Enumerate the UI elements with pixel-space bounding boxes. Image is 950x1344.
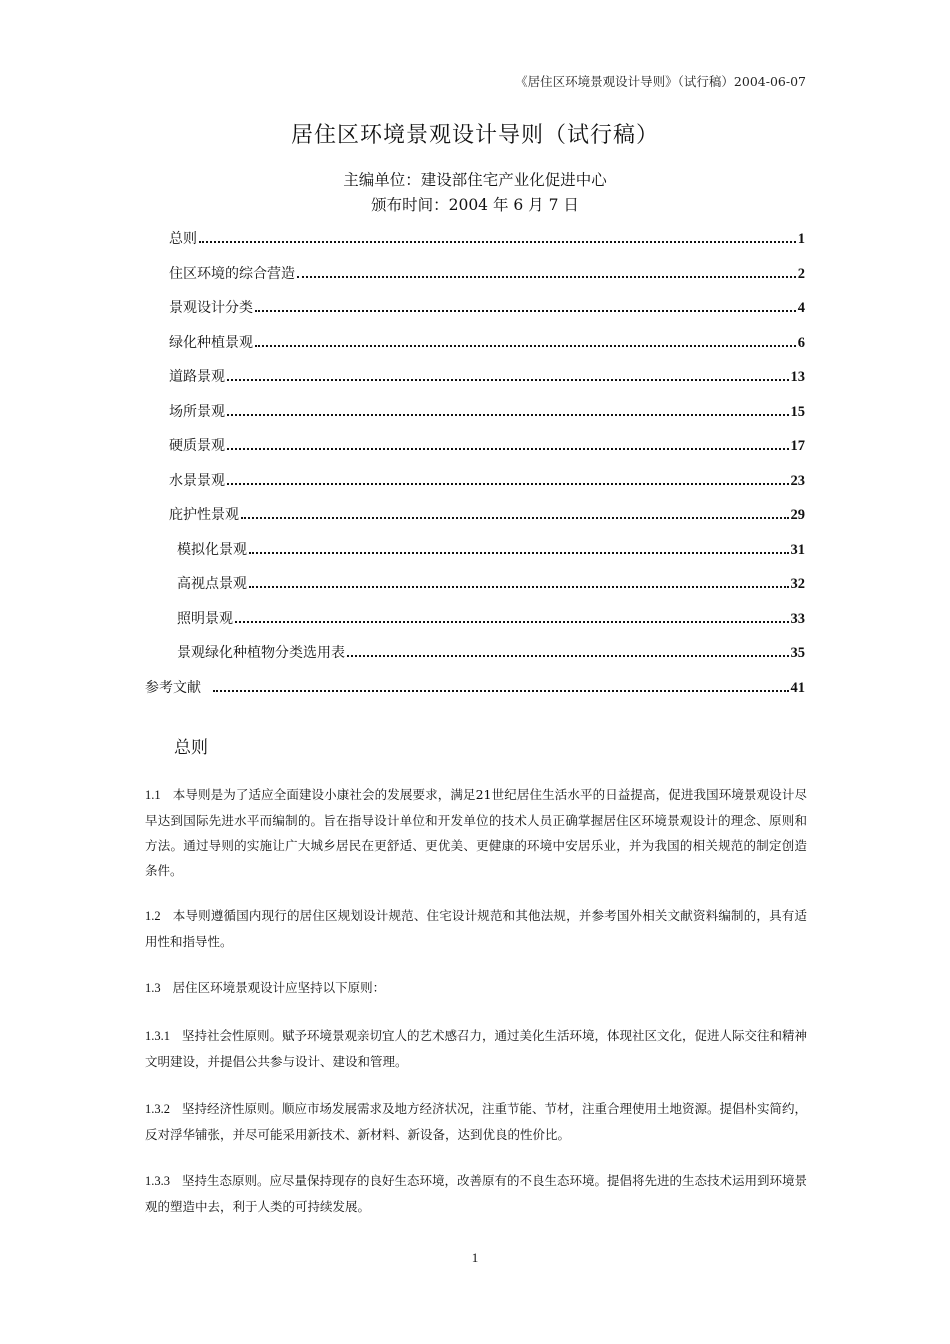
paragraph-text: 坚持生态原则。应尽量保持现存的良好生态环境，改善原有的不良生态环境。提倡将先进的生态技术运用到环境景观的塑造中去，利于人类的可持续发展。	[145, 1173, 808, 1214]
toc-leader	[227, 448, 789, 450]
editor-line: 主编单位：建设部住宅产业化促进中心	[343, 171, 607, 189]
paragraph	[145, 782, 807, 883]
toc-leader	[235, 621, 789, 623]
toc-page: 6	[797, 335, 805, 351]
toc-leader	[241, 517, 789, 519]
toc-page: 29	[790, 507, 805, 523]
paragraph-text: 坚持社会性原则。赋予环境景观亲切宜人的艺术感召力，通过美化生活环境，体现社区文化，促进人际交往和精神文明建设，并提倡公共参与设计、建设和管理。	[145, 1028, 808, 1069]
paragraph-number: 1.3.2	[145, 1102, 170, 1116]
publication-date: 颁布时间：2004 年 6 月 7 日	[371, 196, 579, 214]
toc-label: 硬质景观	[169, 438, 225, 454]
paragraph-text: 坚持经济性原则。顺应市场发展需求及地方经济状况，注重节能、节材，注重合理使用土地资源。提倡朴实简约，反对浮华铺张，并尽可能采用新技术、新材料、新设备，达到优良的性价比。	[145, 1101, 808, 1142]
paragraph	[145, 903, 807, 954]
document-title: 居住区环境景观设计导则（试行稿）	[290, 123, 659, 148]
toc-leader	[227, 483, 789, 485]
toc-label: 参考文献	[145, 680, 201, 696]
toc-label: 住区环境的综合营造	[169, 266, 295, 282]
toc-entry[interactable]	[169, 226, 805, 248]
page-number: 1	[471, 1250, 479, 1265]
toc-entry[interactable]	[177, 537, 805, 559]
paragraph-number: 1.3.3	[145, 1174, 170, 1188]
paragraph	[145, 1023, 807, 1074]
toc-page: 15	[790, 404, 805, 420]
toc-label: 照明景观	[177, 611, 233, 627]
toc-page: 1	[797, 231, 805, 247]
paragraph-number: 1.3	[145, 981, 161, 995]
toc-entry[interactable]	[169, 433, 805, 455]
toc-entry[interactable]	[169, 261, 805, 283]
toc-page: 13	[790, 369, 805, 385]
toc-page: 4	[797, 300, 805, 316]
toc-label: 景观绿化种植物分类选用表	[177, 645, 345, 661]
toc-entry[interactable]	[169, 502, 805, 524]
toc-page: 17	[790, 438, 805, 454]
paragraph-number: 1.3.1	[145, 1029, 170, 1043]
toc-entry[interactable]	[169, 330, 805, 352]
toc-label: 高视点景观	[177, 576, 247, 592]
toc-leader	[227, 379, 789, 381]
toc-leader	[213, 690, 789, 692]
toc-leader	[249, 552, 789, 554]
toc-page: 23	[790, 473, 805, 489]
paragraph	[145, 975, 807, 1001]
toc-entry[interactable]	[169, 364, 805, 386]
toc-label: 模拟化景观	[177, 542, 247, 558]
toc-label: 景观设计分类	[169, 300, 253, 316]
running-header: 《居住区环境景观设计导则》（试行稿）2004-06-07	[515, 74, 806, 89]
toc-page: 31	[790, 542, 805, 558]
toc-leader	[347, 655, 789, 657]
toc-label: 水景景观	[169, 473, 225, 489]
toc-page: 32	[790, 576, 805, 592]
toc-leader	[249, 586, 789, 588]
toc-entry[interactable]	[169, 399, 805, 421]
toc-leader	[255, 345, 796, 347]
paragraph-text: 本导则遵循国内现行的居住区规划设计规范、住宅设计规范和其他法规，并参考国外相关文献资料编制的，具有适用性和指导性。	[145, 908, 807, 949]
toc-label: 场所景观	[169, 404, 225, 420]
paragraph	[145, 1168, 807, 1219]
toc-page: 2	[797, 266, 805, 282]
paragraph-text: 本导则是为了适应全面建设小康社会的发展要求，满足21世纪居住生活水平的日益提高，促进我国环境景观设计尽早达到国际先进水平而编制的。旨在指导设计单位和开发单位的技术人员正确掌握居住区环境景观设计的理念、原则和方法。通过导则的实施让广大城乡居民在更舒适、更优美、更健康的环境中安居乐业，并为我国的相关规范的制定创造条件。	[145, 787, 807, 878]
toc-page: 33	[790, 611, 805, 627]
toc-entry[interactable]	[145, 675, 805, 697]
paragraph-number: 1.1	[145, 788, 161, 802]
toc-leader	[227, 414, 789, 416]
paragraph-text: 居住区环境景观设计应坚持以下原则：	[172, 980, 386, 995]
toc-label: 道路景观	[169, 369, 225, 385]
paragraph-number: 1.2	[145, 909, 161, 923]
toc-page: 35	[790, 645, 805, 661]
toc-leader	[199, 241, 796, 243]
toc-entry[interactable]	[177, 640, 805, 662]
toc-page: 41	[790, 680, 805, 696]
toc-entry[interactable]	[169, 295, 805, 317]
toc-label: 总则	[169, 231, 197, 247]
section-heading: 总则	[174, 738, 208, 758]
toc-label: 庇护性景观	[169, 507, 239, 523]
paragraph	[145, 1096, 807, 1147]
toc-leader	[297, 276, 796, 278]
toc-entry[interactable]	[177, 606, 805, 628]
toc-entry[interactable]	[169, 468, 805, 490]
toc-entry[interactable]	[177, 571, 805, 593]
toc-leader	[255, 310, 796, 312]
toc-label: 绿化种植景观	[169, 335, 253, 351]
